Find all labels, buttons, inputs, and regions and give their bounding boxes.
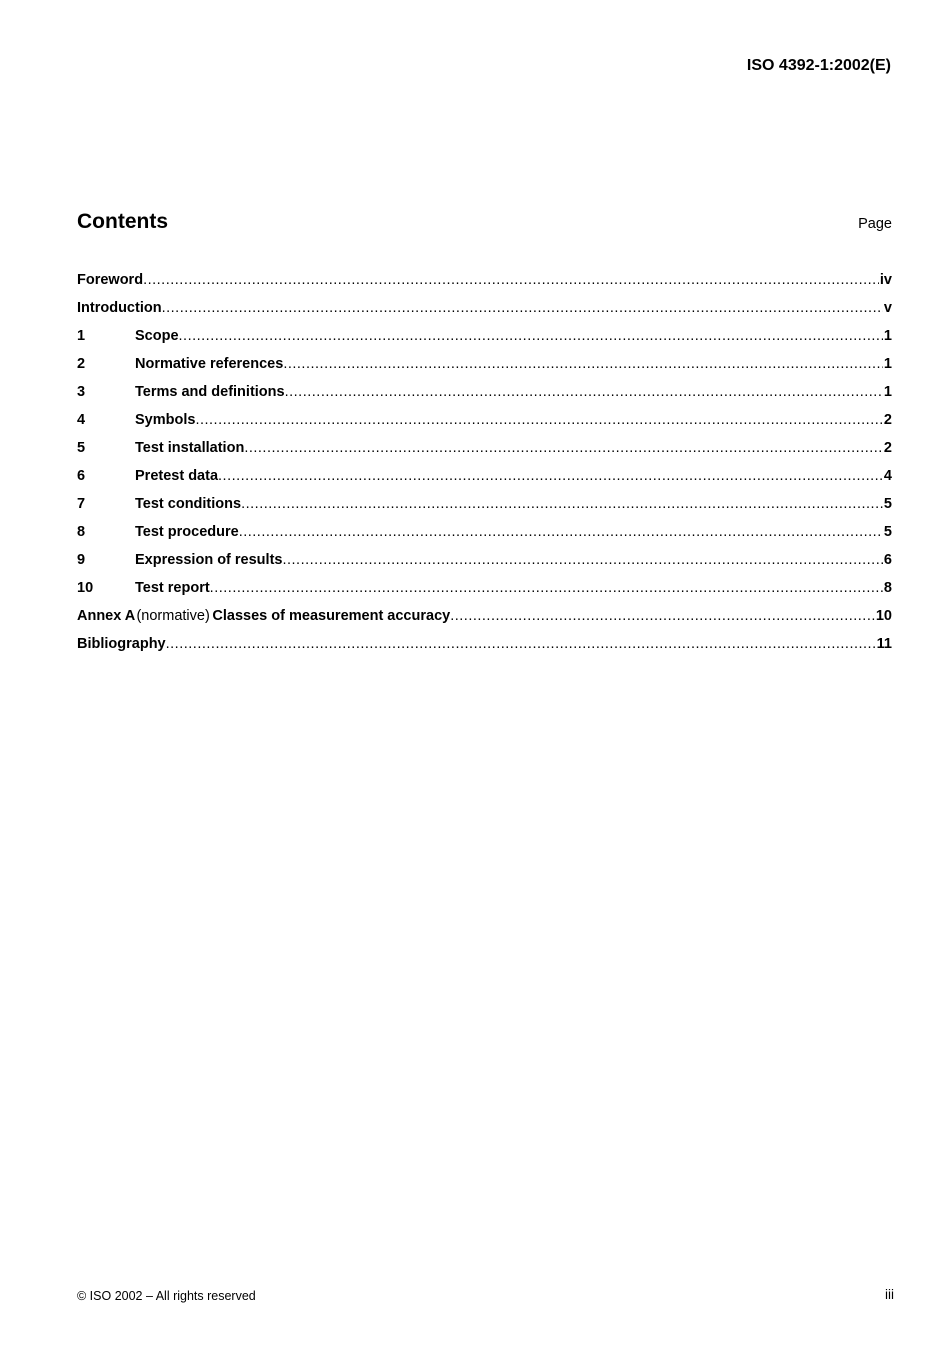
toc-entry-terms-and-definitions[interactable] — [77, 378, 892, 406]
toc-entry-foreword[interactable] — [77, 266, 892, 294]
toc-entry-title: Test report — [135, 580, 210, 596]
toc-entry-title: Bibliography — [77, 636, 166, 652]
toc-entry-number: 4 — [77, 412, 86, 428]
dot-leader — [143, 266, 879, 294]
toc-entry-title: Introduction — [77, 300, 162, 316]
dot-leader — [166, 630, 876, 658]
toc-entry-normative-references[interactable] — [77, 350, 892, 378]
page-number: iii — [885, 1287, 894, 1302]
toc-entry-bibliography[interactable] — [77, 630, 892, 658]
toc-entry-page: 5 — [883, 496, 892, 512]
copyright-notice: © ISO 2002 – All rights reserved — [77, 1289, 256, 1303]
toc-entry-number: 6 — [77, 468, 86, 484]
toc-entry-title: Test procedure — [135, 524, 239, 540]
toc-entry-page: 6 — [883, 552, 892, 568]
toc-entry-title: Terms and definitions — [135, 384, 285, 400]
toc-entry-title: Symbols — [135, 412, 196, 428]
toc-entry-number: 10 — [77, 580, 94, 596]
toc-entry-page: iv — [879, 272, 892, 288]
toc-entry-page: 4 — [883, 468, 892, 484]
toc-entry-test-procedure[interactable] — [77, 518, 892, 546]
dot-leader — [210, 574, 883, 602]
toc-entry-title: Test installation — [135, 440, 245, 456]
dot-leader — [179, 322, 883, 350]
annex-note: (normative) — [136, 608, 210, 624]
annex-title: Classes of measurement accuracy — [212, 608, 451, 624]
toc-entry-introduction[interactable] — [77, 294, 892, 322]
toc-entry-page: 8 — [883, 580, 892, 596]
toc-entry-test-installation[interactable] — [77, 434, 892, 462]
toc-entry-scope[interactable] — [77, 322, 892, 350]
toc-entry-number: 2 — [77, 356, 86, 372]
toc-entry-page: 11 — [876, 636, 892, 652]
dot-leader — [239, 518, 883, 546]
toc-entry-number: 5 — [77, 440, 86, 456]
dot-leader — [283, 350, 883, 378]
toc-entry-page: 1 — [883, 328, 892, 344]
toc-entry-page: 1 — [883, 356, 892, 372]
contents-heading — [77, 208, 892, 238]
toc-entry-number: 3 — [77, 384, 86, 400]
toc-entry-page: 5 — [883, 524, 892, 540]
toc-entry-expression-of-results[interactable] — [77, 546, 892, 574]
page-column-label: Page — [858, 216, 892, 232]
dot-leader — [218, 462, 883, 490]
toc-entry-number: 8 — [77, 524, 86, 540]
toc-entry-symbols[interactable] — [77, 406, 892, 434]
dot-leader — [450, 602, 875, 630]
document-id-header: ISO 4392-1:2002(E) — [746, 57, 891, 74]
toc-entry-title: Scope — [135, 328, 179, 344]
toc-entry-page: v — [883, 300, 892, 316]
table-of-contents — [77, 266, 892, 658]
dot-leader — [162, 294, 883, 322]
toc-entry-title: Normative references — [135, 356, 284, 372]
toc-entry-test-conditions[interactable] — [77, 490, 892, 518]
toc-entry-page: 2 — [883, 412, 892, 428]
toc-entry-number: 9 — [77, 552, 86, 568]
toc-entry-title: Expression of results — [135, 552, 283, 568]
dot-leader — [285, 378, 883, 406]
dot-leader — [241, 490, 883, 518]
contents-title: Contents — [77, 210, 168, 233]
toc-entry-title: Test conditions — [135, 496, 242, 512]
toc-entry-number: 1 — [77, 328, 86, 344]
toc-entry-title: Foreword — [77, 272, 144, 288]
dot-leader — [244, 434, 883, 462]
toc-entry-number: 7 — [77, 496, 86, 512]
toc-entry-page: 1 — [883, 384, 892, 400]
toc-entry-pretest-data[interactable] — [77, 462, 892, 490]
page-footer — [77, 1288, 894, 1308]
toc-entry-page: 10 — [875, 608, 892, 624]
toc-entry-annex-a[interactable] — [77, 602, 892, 630]
toc-entry-test-report[interactable] — [77, 574, 892, 602]
toc-entry-title: Pretest data — [135, 468, 219, 484]
annex-label: Annex A — [77, 608, 136, 624]
toc-entry-page: 2 — [883, 440, 892, 456]
dot-leader — [195, 406, 882, 434]
dot-leader — [282, 546, 882, 574]
